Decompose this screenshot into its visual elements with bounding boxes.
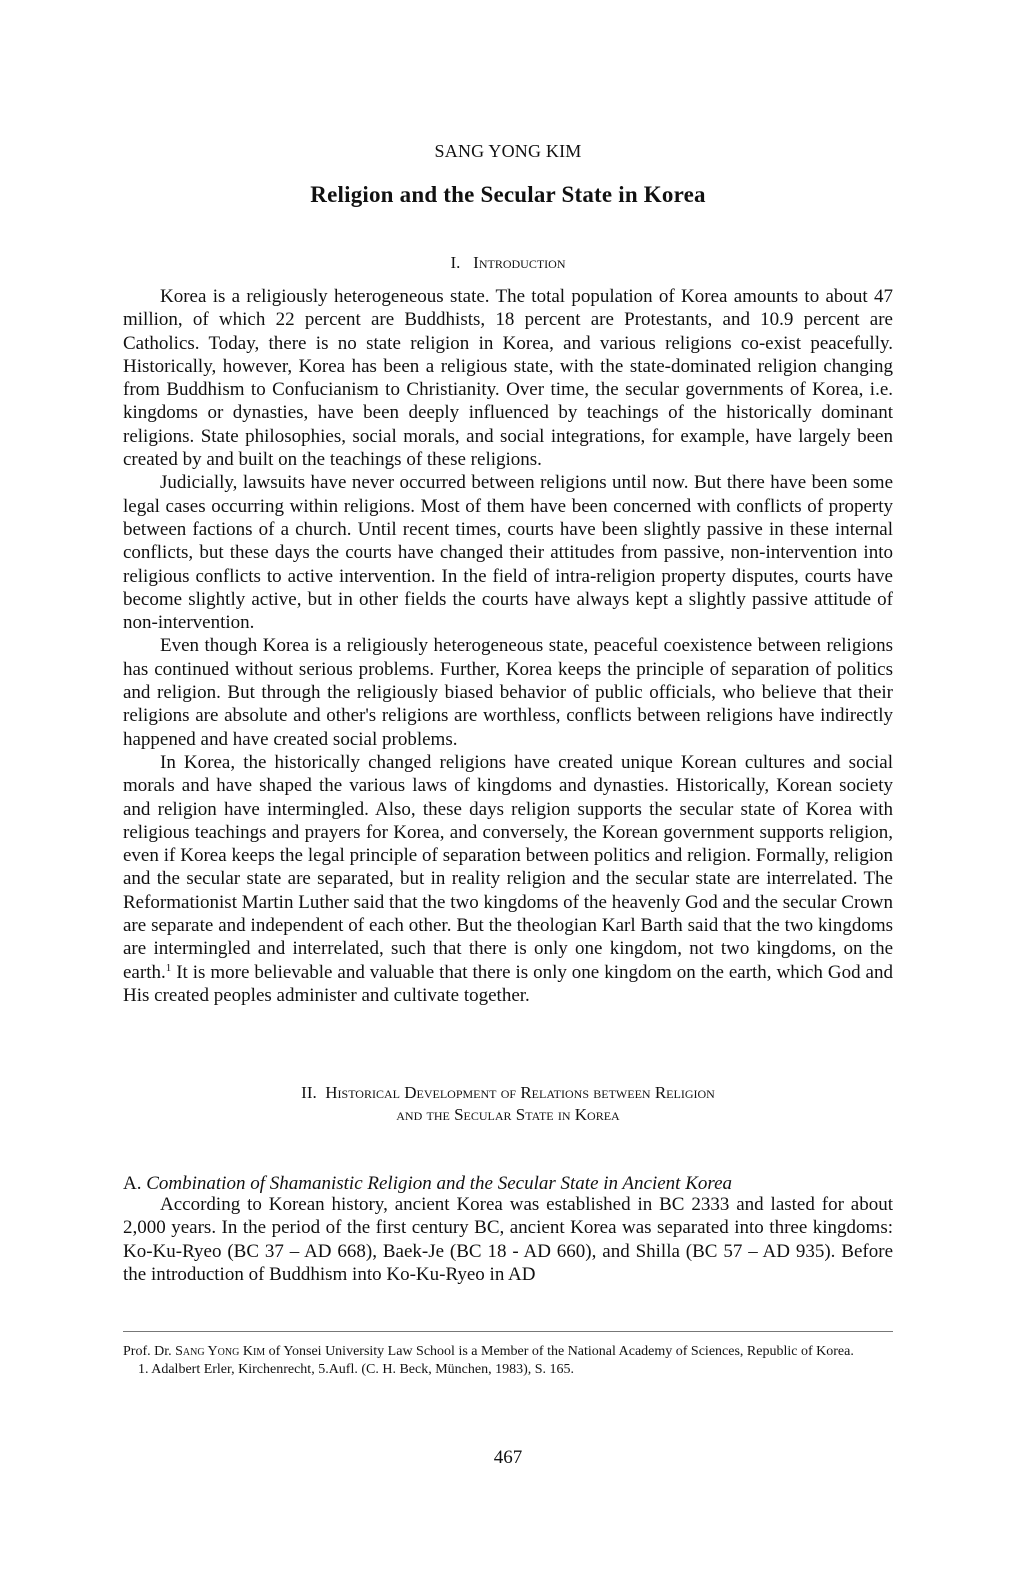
footnote-text: Prof. Dr. — [123, 1344, 176, 1359]
paragraph — [123, 751, 893, 1007]
footnote-author-name: Sang Yong Kim — [175, 1344, 266, 1359]
footnote-reference[interactable]: 1 — [165, 961, 172, 974]
paragraph: According to Korean history, ancient Korea was established in BC 2333 and lasted for about 2,000 years. In the period of the first century BC, ancient Korea was separated into three kingdoms: Ko-Ku-Ryeo (BC 37 – AD 668), Baek-Je (BC 18 - AD 660), and Shilla (BC 57 – AD 935). Before the introduction of Buddhism into Ko-Ku-Ryeo in AD — [123, 1194, 893, 1285]
paragraph: Judicially, lawsuits have never occurred between religions until now. But there have been some legal cases occurring within religions. Most of them have been concerned with conflicts of property between factions of a church. Until recent times, courts have been slightly passive in these internal conflicts, but these days the courts have changed their attitudes from passive, non-intervention into religious conflicts to active intervention. In the field of intra-religion property disputes, courts have become slightly active, but in other fields the courts have always kept a slightly passive attitude of non-intervention. — [123, 472, 893, 634]
section-title: Introduction — [473, 253, 566, 272]
paragraph-text: It is more believable and valuable that there is only one kingdom on the earth, which God and His created peoples administer and cultivate together. — [123, 961, 893, 1006]
section-number: I. — [450, 253, 461, 272]
page-number: 467 — [493, 1447, 523, 1468]
paragraph: Even though Korea is a religiously heterogeneous state, peaceful coexistence between religions has continued without serious problems. Further, Korea keeps the principle of separation of politics and religion. But through the religiously biased behavior of public officials, who believe that their religions are absolute and other's religions are worthless, conflicts between religions have indirectly happened and have created social problems. — [123, 635, 893, 750]
paragraph: Korea is a religiously heterogeneous state. The total population of Korea amounts to about 47 million, of which 22 percent are Buddhists, 18 percent are Protestants, and 10.9 percent are Catholics. Today, there is no state religion in Korea, and various religions co-exist peacefully. Historically, however, Korea has been a religious state, with the state-dominated religion changing from Buddhism to Confucianism to Christianity. Over time, the secular governments of Korea, i.e. kingdoms or dynasties, have been deeply influenced by teachings of the historically dominant religions. State philosophies, social morals, and social integrations, for example, have largely been created by and built on the teachings of these religions. — [123, 286, 893, 471]
section-title-line1: Historical Development of Relations between Religion — [325, 1083, 715, 1102]
subsection-body — [123, 1193, 893, 1286]
footnote-divider — [123, 1331, 893, 1332]
paper-title: Religion and the Secular State in Korea — [310, 182, 706, 207]
section-heading-introduction — [123, 252, 893, 274]
author-footnote — [123, 1343, 893, 1361]
section-number: II. — [301, 1083, 317, 1102]
section-heading-historical-development — [123, 1082, 893, 1126]
subsection-title: Combination of Shamanistic Religion and the Secular State in Ancient Korea — [146, 1173, 733, 1194]
footnote-text: of Yonsei University Law School is a Member of the National Academy of Sciences, Republic of Korea. — [265, 1344, 854, 1359]
section-title-line2: and the Secular State in Korea — [396, 1105, 620, 1124]
paragraph-text: In Korea, the historically changed religions have created unique Korean cultures and social morals and have shaped the various laws of kingdoms and dynasties. Historically, Korean society and religion have intermingled. Also, these days religion supports the secular state of Korea with religious teachings and prayers for Korea, and conversely, the Korean government supports religion, even if Korea keeps the legal principle of separation between politics and religion. Formally, religion and the secular state are separated, but in reality religion and the secular state are interrelated. The Reformationist Martin Luther said that the two kingdoms of the heavenly God and the secular Crown are separate and independent of each other. But the theologian Karl Barth said that the two kingdoms are intermingled and interrelated, such that there is only one kingdom, not two kingdoms, on the earth. — [123, 751, 893, 983]
footnote-1: 1. Adalbert Erler, Kirchenrecht, 5.Aufl. (C. H. Beck, München, 1983), S. 165. — [138, 1361, 575, 1377]
subsection-letter: A. — [123, 1173, 142, 1194]
author-name: SANG YONG KIM — [434, 141, 582, 161]
subsection-heading — [123, 1173, 893, 1195]
introduction-body — [123, 285, 893, 1007]
footnotes — [123, 1343, 893, 1378]
